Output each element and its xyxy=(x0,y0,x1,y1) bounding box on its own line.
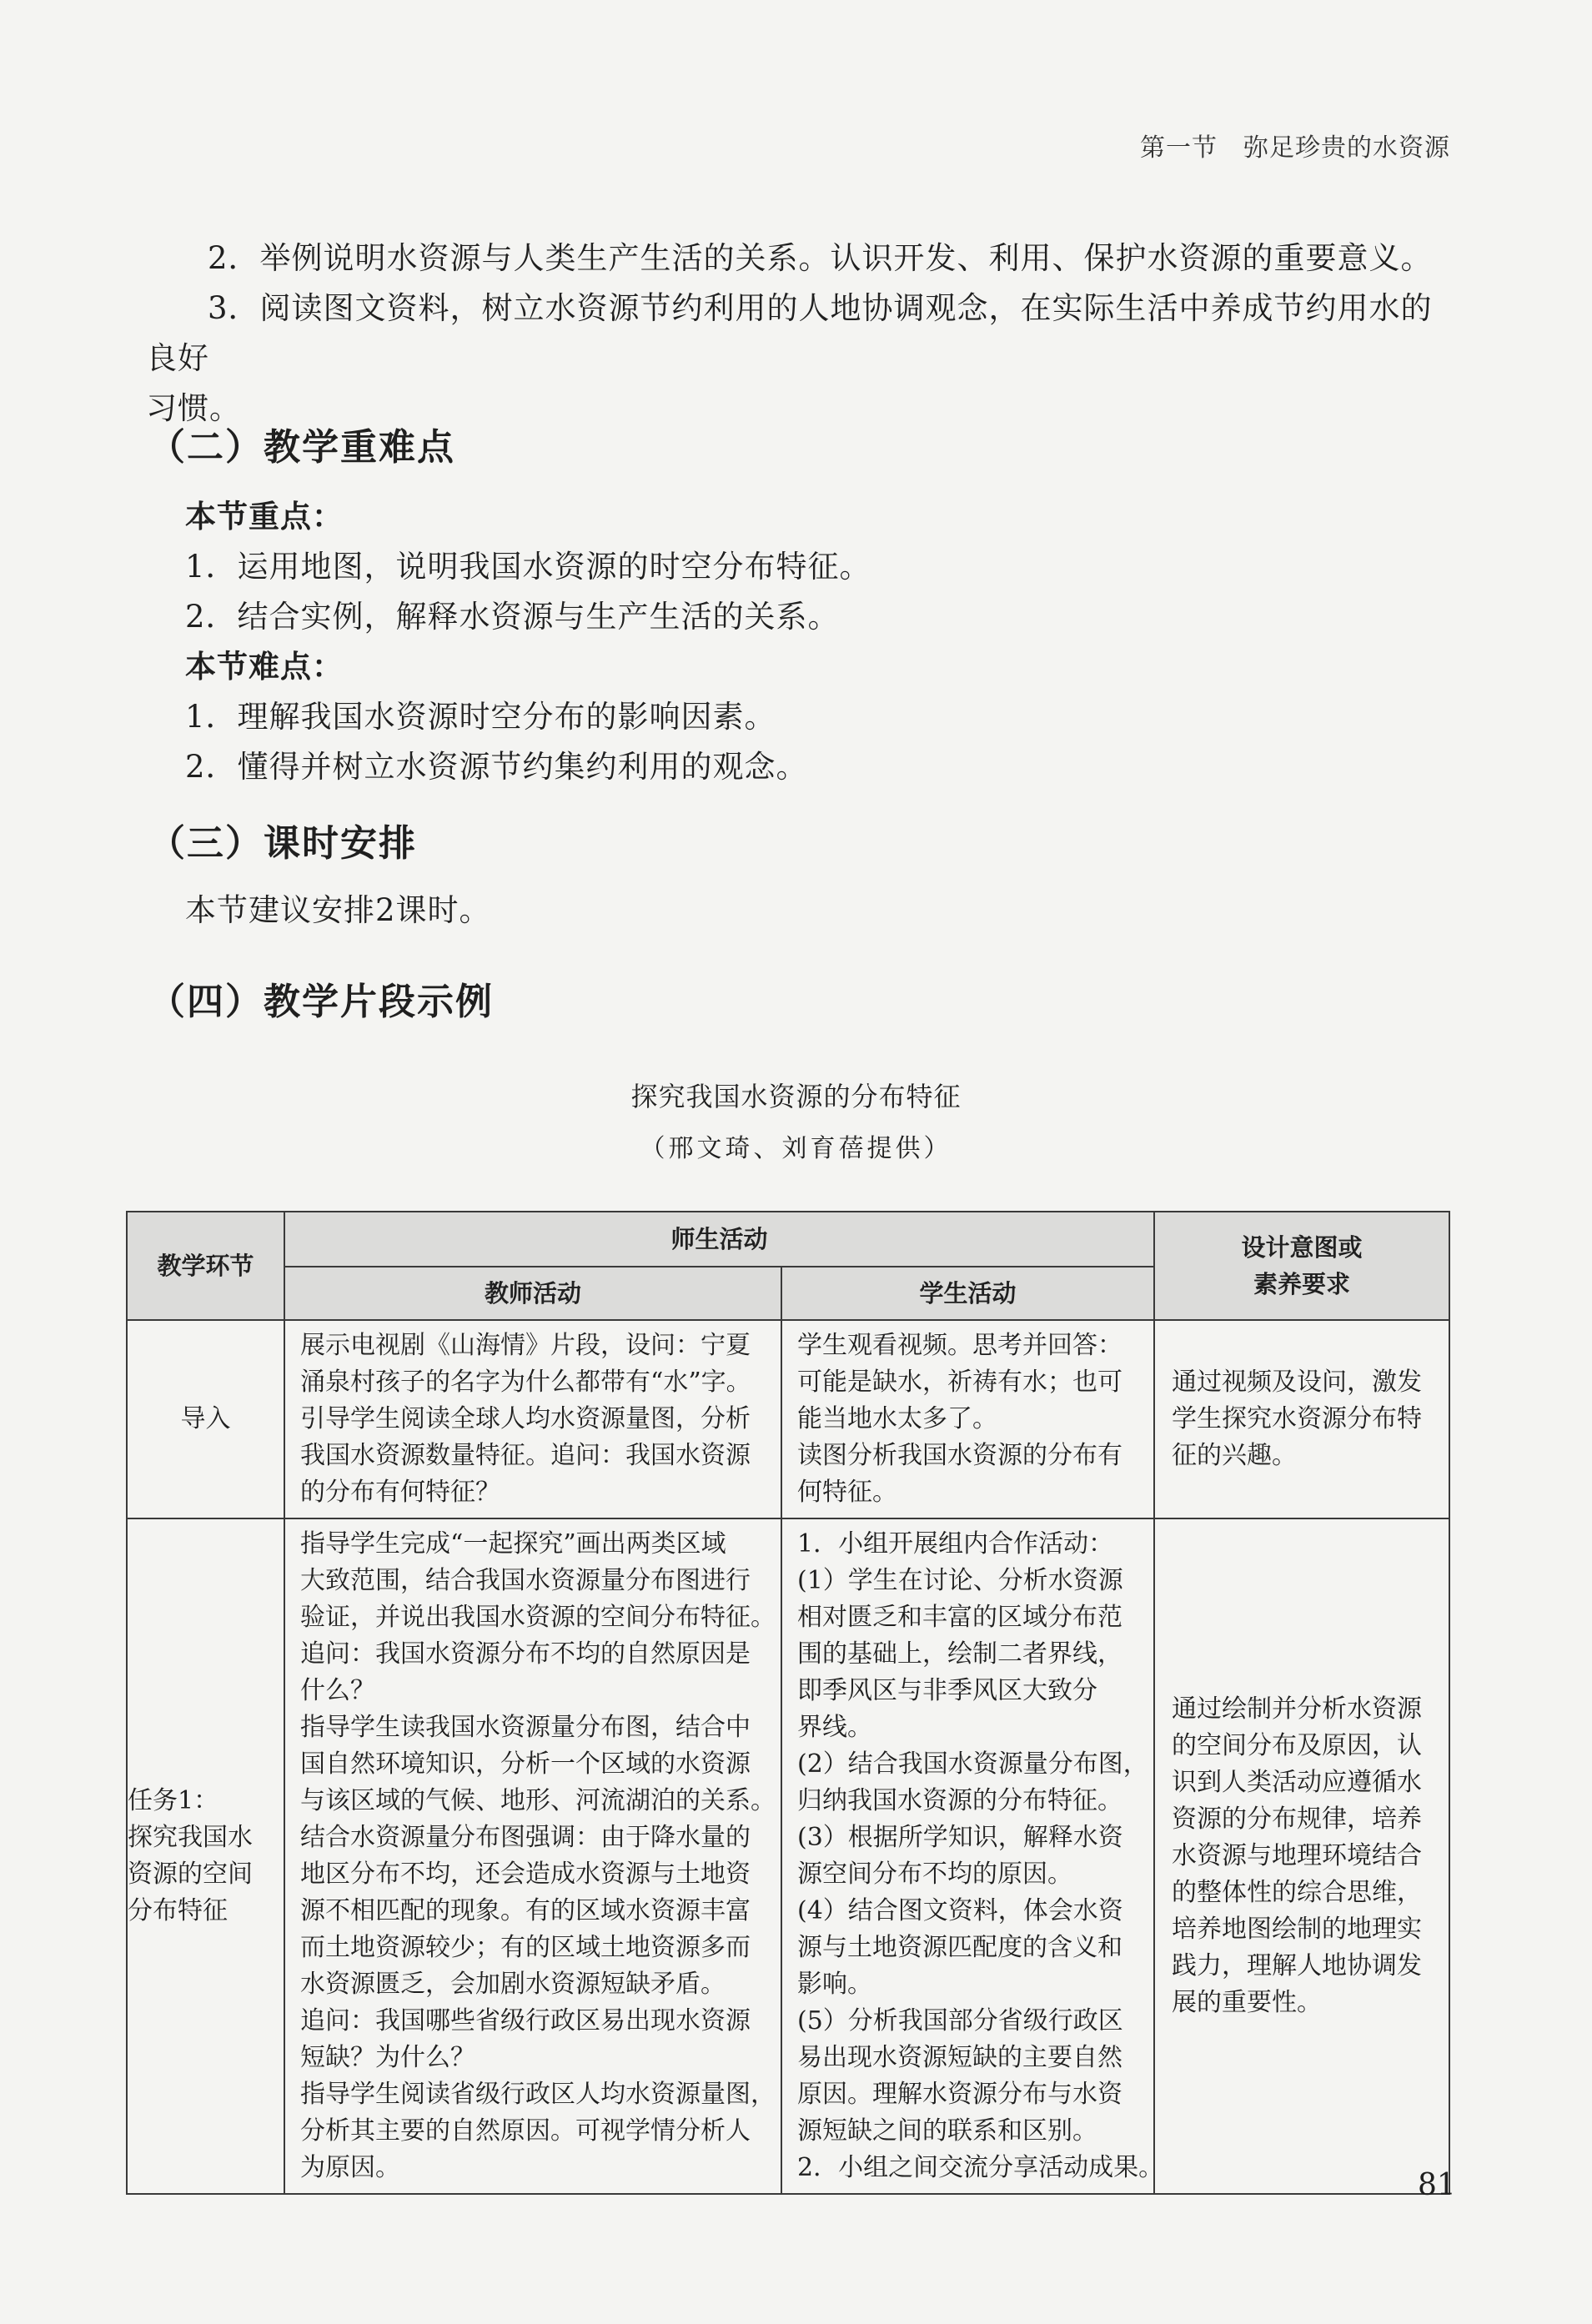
purpose-line: 学生探究水资源分布特 xyxy=(1172,1404,1423,1433)
teacher-line: 我国水资源数量特征。追问：我国水资源 xyxy=(300,1441,751,1470)
teacher-cell xyxy=(284,1320,781,1518)
student-line: 界线。 xyxy=(797,1713,872,1742)
student-line: 可能是缺水，祈祷有水；也可 xyxy=(797,1368,1122,1397)
stage-line: 任务1： xyxy=(128,1786,219,1815)
section-2-content xyxy=(185,492,1436,792)
teacher-line: 追问：我国水资源分布不均的自然原因是 xyxy=(300,1639,751,1669)
teacher-line: 展示电视剧《山海情》片段，设问：宁夏 xyxy=(300,1331,751,1360)
header-purpose xyxy=(1154,1212,1449,1320)
example-title: 探究我国水资源的分布特征 xyxy=(630,1081,962,1112)
student-line: 即季风区与非季风区大致分 xyxy=(797,1676,1097,1705)
objective-item-3-line1: 3．阅读图文资料，树立水资源节约利用的人地协调观念，在实际生活中养成节约用水的良好 xyxy=(146,290,1433,376)
teacher-line: 短缺？为什么？ xyxy=(300,2043,475,2072)
student-line: 源短缺之间的联系和区别。 xyxy=(797,2116,1097,2146)
student-line: 读图分析我国水资源的分布有 xyxy=(797,1441,1122,1470)
student-line: 源空间分布不均的原因。 xyxy=(797,1860,1072,1889)
section-4-heading: （四）教学片段示例 xyxy=(148,981,494,1023)
page-number: 81 xyxy=(1418,2168,1456,2202)
teacher-line: 大致范围，结合我国水资源量分布图进行 xyxy=(300,1566,751,1595)
student-line: 能当地水太多了。 xyxy=(797,1404,997,1433)
header-activities: 师生活动 xyxy=(284,1212,1154,1267)
student-cell xyxy=(781,1320,1154,1518)
teacher-line: 指导学生阅读省级行政区人均水资源量图， xyxy=(300,2080,776,2109)
teacher-line: 指导学生完成“一起探究”画出两类区域 xyxy=(300,1529,726,1559)
purpose-line: 展的重要性。 xyxy=(1172,1988,1323,2017)
stage-line: 分布特征 xyxy=(128,1896,228,1925)
stage-line: 资源的空间 xyxy=(128,1860,253,1889)
purpose-line: 践力，理解人地协调发 xyxy=(1172,1951,1423,1980)
teacher-line: 而土地资源较少；有的区域土地资源多而 xyxy=(300,1933,751,1962)
section-3-heading: （三）课时安排 xyxy=(148,822,417,865)
student-line: 源与土地资源匹配度的含义和 xyxy=(797,1933,1122,1962)
running-header: 第一节 弥足珍贵的水资源 xyxy=(1140,133,1450,163)
teacher-line: 为原因。 xyxy=(300,2153,400,2182)
student-line: 围的基础上，绘制二者界线， xyxy=(797,1639,1122,1669)
stage-line: 导入 xyxy=(180,1404,231,1433)
student-line: (1）学生在讨论、分析水资源 xyxy=(797,1566,1123,1595)
table-row xyxy=(127,1320,1449,1518)
difficult-points-label: 本节难点： xyxy=(185,649,344,685)
header-student: 学生活动 xyxy=(781,1267,1154,1320)
student-line: 学生观看视频。思考并回答： xyxy=(797,1331,1122,1360)
header-teacher: 教师活动 xyxy=(284,1267,781,1320)
stage-line: 探究我国水 xyxy=(128,1823,253,1852)
teacher-line: 地区分布不均，还会造成水资源与土地资 xyxy=(300,1860,751,1889)
difficult-point-item: 2．懂得并树立水资源节约集约利用的观念。 xyxy=(185,749,808,785)
stage-cell xyxy=(127,1320,284,1518)
teacher-line: 追问：我国哪些省级行政区易出现水资源 xyxy=(300,2006,751,2035)
student-line: 相对匮乏和丰富的区域分布范 xyxy=(797,1603,1122,1632)
teacher-line: 国自然环境知识，分析一个区域的水资源 xyxy=(300,1749,751,1779)
purpose-line: 资源的分布规律，培养 xyxy=(1172,1804,1423,1834)
teacher-line: 涌泉村孩子的名字为什么都带有“水”字。 xyxy=(300,1368,751,1397)
student-line: 2．小组之间交流分享活动成果。 xyxy=(797,2153,1164,2182)
objective-item-3 xyxy=(146,284,1447,434)
teacher-line: 源不相匹配的现象。有的区域水资源丰富 xyxy=(300,1896,751,1925)
teacher-cell xyxy=(284,1518,781,2194)
purpose-line: 征的兴趣。 xyxy=(1172,1441,1298,1470)
teacher-line: 指导学生读我国水资源量分布图，结合中 xyxy=(300,1713,751,1742)
teacher-line: 什么？ xyxy=(300,1676,375,1705)
key-point-item: 1．运用地图，说明我国水资源的时空分布特征。 xyxy=(185,549,871,585)
purpose-line: 通过绘制并分析水资源 xyxy=(1172,1694,1423,1724)
purpose-line: 水资源与地理环境结合 xyxy=(1172,1841,1423,1870)
student-line: (4）结合图文资料，体会水资 xyxy=(797,1896,1123,1925)
objective-item-3-line2: 习惯。 xyxy=(146,390,241,426)
teacher-line: 水资源匮乏，会加剧水资源短缺矛盾。 xyxy=(300,1970,726,1999)
student-line: 影响。 xyxy=(797,1970,872,1999)
header-purpose-line: 设计意图或 xyxy=(1241,1233,1363,1262)
section-2-heading: （二）教学重难点 xyxy=(148,426,455,469)
purpose-line: 识到人类活动应遵循水 xyxy=(1172,1768,1423,1797)
student-cell xyxy=(781,1518,1164,2194)
teacher-line: 分析其主要的自然原因。可视学情分析人 xyxy=(300,2116,751,2146)
student-line: 1．小组开展组内合作活动： xyxy=(797,1529,1114,1559)
lesson-table xyxy=(126,1211,1450,2195)
student-line: (2）结合我国水资源量分布图， xyxy=(797,1749,1148,1779)
key-point-item: 2．结合实例，解释水资源与生产生活的关系。 xyxy=(185,599,840,635)
teacher-line: 结合水资源量分布图强调：由于降水量的 xyxy=(300,1823,751,1852)
purpose-cell xyxy=(1154,1518,1449,2194)
example-credit: （邢文琦、刘育蓓提供） xyxy=(640,1134,952,1163)
difficult-point-item: 1．理解我国水资源时空分布的影响因素。 xyxy=(185,699,776,735)
section-3-text: 本节建议安排2课时。 xyxy=(185,892,491,928)
teacher-line: 的分布有何特征？ xyxy=(300,1478,500,1507)
key-points-label: 本节重点： xyxy=(185,499,344,535)
header-stage: 教学环节 xyxy=(127,1212,284,1320)
purpose-line: 的空间分布及原因，认 xyxy=(1172,1731,1423,1760)
header-purpose-line: 素养要求 xyxy=(1253,1270,1351,1298)
student-line: 易出现水资源短缺的主要自然 xyxy=(797,2043,1122,2072)
purpose-line: 通过视频及设问，激发 xyxy=(1172,1368,1423,1397)
student-line: (5）分析我国部分省级行政区 xyxy=(797,2006,1123,2035)
purpose-cell xyxy=(1154,1320,1449,1518)
student-line: (3）根据所学知识，解释水资 xyxy=(797,1823,1123,1852)
student-line: 归纳我国水资源的分布特征。 xyxy=(797,1786,1122,1815)
student-line: 何特征。 xyxy=(797,1478,897,1507)
stage-cell xyxy=(127,1518,284,2194)
purpose-line: 培养地图绘制的地理实 xyxy=(1172,1915,1423,1944)
objective-item-2: 2．举例说明水资源与人类生产生活的关系。认识开发、利用、保护水资源的重要意义。 xyxy=(208,240,1433,276)
table-row xyxy=(127,1518,1449,2194)
student-line: 原因。理解水资源分布与水资 xyxy=(797,2080,1122,2109)
teacher-line: 与该区域的气候、地形、河流湖泊的关系。 xyxy=(300,1786,776,1815)
teacher-line: 引导学生阅读全球人均水资源量图，分析 xyxy=(300,1404,751,1433)
teacher-line: 验证，并说出我国水资源的空间分布特征。 xyxy=(300,1603,776,1632)
purpose-line: 的整体性的综合思维， xyxy=(1172,1878,1423,1907)
